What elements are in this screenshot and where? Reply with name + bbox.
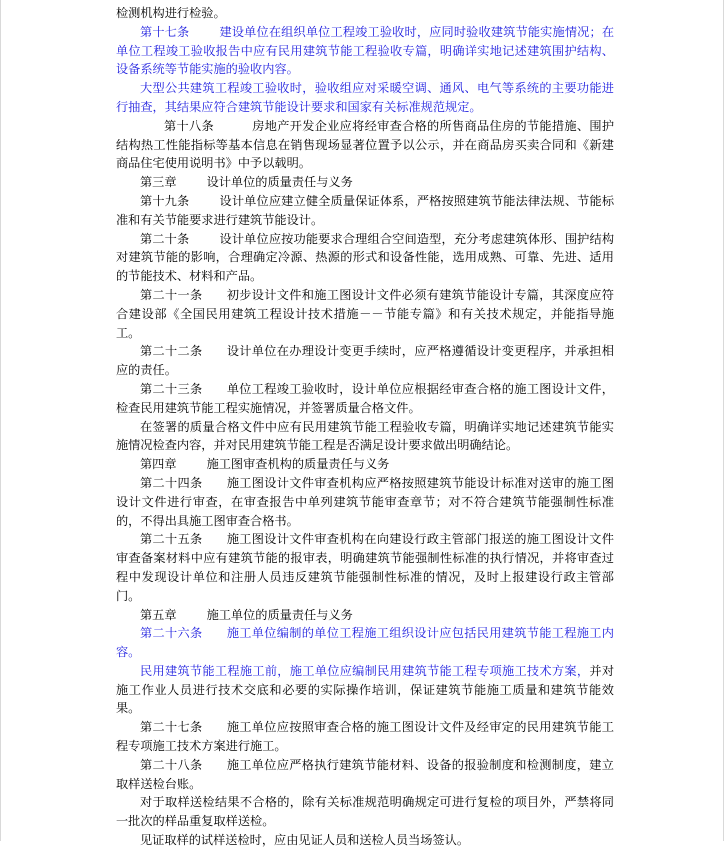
paragraph — [116, 756, 614, 794]
paragraph-text: 单位工程竣工验收时，设计单位应根据经审查合格的施工图设计文件，检查民用建筑节能工程实施情况，并签署质量合格文件。 — [116, 381, 614, 415]
article-number: 第三章 — [140, 175, 177, 190]
paragraph — [116, 474, 614, 530]
article-number: 第十七条 — [140, 24, 190, 39]
paragraph-text: 在签署的质量合格文件中应有民用建筑节能工程验收专篇，明确详实地记述建筑节能实施情况检查内容，并对民用建筑节能工程是否满足设计要求做出明确结论。 — [116, 419, 614, 453]
article-number: 第二十四条 — [140, 475, 203, 490]
paragraph — [116, 4, 614, 23]
page-border-left — [0, 0, 1, 841]
paragraph-text: 建设单位在组织单位工程竣工验收时，应同时验收建筑节能实施情况；在单位工程竣工验收报告中应有民用建筑节能工程验收专篇，明确详实地记述建筑围护结构、设备系统等节能实施的验收内容。 — [116, 24, 615, 77]
paragraph-text: 设计单位在办理设计变更手续时，应严格遵循设计变更程序，并承担相应的责任。 — [116, 344, 614, 378]
paragraph — [116, 793, 614, 831]
paragraph — [116, 606, 614, 625]
paragraph-text: 对于取样送检结果不合格的，除有关标准规范明确规定可进行复检的项目外，严禁将同一批次的样品重复取样送检。 — [116, 795, 614, 829]
paragraph — [116, 342, 614, 380]
paragraph — [116, 455, 614, 474]
paragraph — [116, 718, 614, 756]
article-number: 第二十条 — [140, 231, 190, 246]
paragraph — [116, 173, 614, 192]
article-number: 第十八条 — [164, 118, 214, 133]
paragraph-text: 检测机构进行检验。 — [116, 6, 226, 20]
paragraph — [116, 662, 614, 718]
article-number: 第二十六条 — [140, 626, 203, 641]
article-number: 第二十五条 — [140, 532, 203, 547]
paragraph-text: 见证取样的试样送检时，应由见证人员和送检人员当场签认。 — [140, 833, 470, 848]
article-number: 第五章 — [140, 607, 177, 622]
article-number: 第二十八条 — [140, 757, 203, 772]
paragraph-text: 施工图设计文件审查机构在向建设行政主管部门报送的施工图设计文件审查备案材料中应有建筑节能的报审表，明确建筑节能强制性标准的执行情况，并将审查过程中发现设计单位和注册人员违反建筑节能强制性标准的情况，及时上报建设行政主管部门。 — [116, 532, 614, 603]
paragraph-text: 施工单位的质量责任与义务 — [206, 607, 353, 622]
paragraph-text: 大型公共建筑工程竣工验收时，验收组应对采暖空调、通风、电气等系统的主要功能进行抽查，其结果应符合建筑节能设计要求和国家有关标准规范规定。 — [116, 81, 614, 114]
paragraph-text: 施工单位编制的单位工程施工组织设计应包括民用建筑节能工程施工内容。 — [116, 626, 614, 660]
paragraph — [116, 192, 614, 230]
paragraph-text: 施工单位应严格执行建筑节能材料、设备的报验制度和检测制度，建立取样送检台账。 — [116, 757, 614, 791]
paragraph-text: 初步设计文件和施工图设计文件必须有建筑节能设计专篇，其深度应符合建设部《全国民用建筑工程设计技术措施－－节能专篇》和有关技术规定，并能指导施工。 — [116, 287, 614, 340]
article-number: 第二十一条 — [140, 287, 203, 302]
article-number: 第十九条 — [140, 193, 190, 208]
paragraph — [116, 286, 614, 342]
article-number: 第二十三条 — [140, 381, 203, 396]
article-number: 第二十七条 — [140, 720, 203, 735]
paragraph-text-continued: 并对施工作业人员进行技术交底和必要的实际操作培训，保证建筑节能施工质量和建筑节能效果。 — [116, 663, 615, 716]
document-body — [116, 4, 614, 850]
paragraph-text: 设计单位应建立健全质量保证体系，严格按照建筑节能法律法规、节能标准和有关节能要求进行建筑节能设计。 — [116, 193, 615, 227]
paragraph — [116, 79, 614, 117]
article-number: 第二十二条 — [140, 344, 203, 359]
paragraph — [116, 418, 614, 456]
paragraph — [116, 117, 614, 173]
paragraph — [116, 230, 614, 286]
paragraph-text: 施工单位应按照审查合格的施工图设计文件及经审定的民用建筑节能工程专项施工技术方案进行施工。 — [116, 720, 614, 754]
paragraph-text: 施工图审查机构的质量责任与义务 — [206, 457, 390, 472]
paragraph — [116, 23, 614, 79]
paragraph-text: 设计单位应按功能要求合理组合空间造型，充分考虑建筑体形、围护结构对建筑节能的影响，合理确定冷源、热源的形式和设备性能，选用成熟、可靠、先进、适用的节能技术、材料和产品。 — [116, 231, 615, 284]
paragraph — [116, 380, 614, 418]
paragraph-text: 民用建筑节能工程施工前，施工单位应编制民用建筑节能工程专项施工技术方案， — [140, 663, 590, 678]
paragraph-text: 施工图设计文件审查机构应严格按照建筑节能设计标准对送审的施工图设计文件进行审查，在审查报告中单列建筑节能审查章节；对不符合建筑节能强制性标准的，不得出具施工图审查合格书。 — [116, 475, 614, 528]
paragraph — [116, 530, 614, 605]
paragraph-text: 房地产开发企业应将经审查合格的所售商品住房的节能措施、围护结构热工性能指标等基本信息在销售现场显著位置予以公示，并在商品房买卖合同和《新建商品住宅使用说明书》中予以载明。 — [116, 118, 615, 171]
paragraph-text: 设计单位的质量责任与义务 — [206, 175, 353, 190]
article-number: 第四章 — [140, 457, 177, 472]
paragraph — [116, 624, 614, 662]
paragraph — [116, 831, 614, 850]
